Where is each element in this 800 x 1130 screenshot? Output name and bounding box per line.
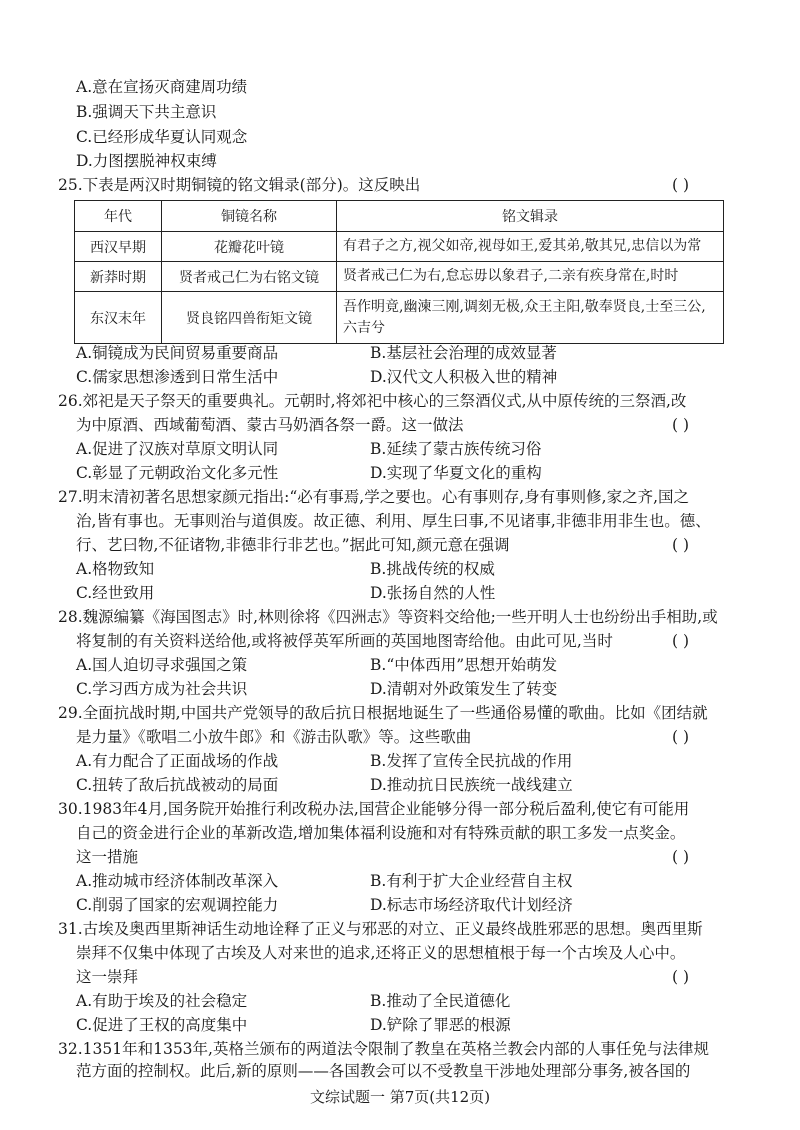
q26-stem-line: 26.郊祀是天子祭天的重要典礼。元朝时,将郊祀中核心的三祭酒仪式,从中原传统的三祭酒,改 <box>58 392 687 410</box>
q28-option-a: A.国人迫切寻求强国之策 <box>76 656 248 674</box>
table-cell: 西汉早期 <box>75 232 162 262</box>
q29-option-d: D.推动抗日民族统一战线建立 <box>370 776 573 794</box>
q31-option-a: A.有助于埃及的社会稳定 <box>76 992 248 1010</box>
q27-option-a: A.格物致知 <box>76 560 155 578</box>
q25-option-d: D.汉代文人积极入世的精神 <box>370 368 558 386</box>
q30-stem-line: 这一措施 <box>76 848 139 866</box>
table-cell: 贤者戒己仁为右铭文镜 <box>162 262 337 292</box>
q29-stem-line: 29.全面抗战时期,中国共产党领导的敌后抗日根据地诞生了一些通俗易懂的歌曲。比如《团结就 <box>58 704 708 722</box>
q29-option-a: A.有力配合了正面战场的作战 <box>76 752 279 770</box>
q27-stem-line: 27.明末清初著名思想家颜元指出:“必有事焉,学之要也。心有事则存,身有事则修,家之齐,国之 <box>58 488 690 506</box>
q25-option-b: B.基层社会治理的成效显著 <box>370 344 557 362</box>
table-cell: 有君子之方,视父如帝,视母如王,爱其弟,敬其兄,忠信以为常 <box>337 232 724 262</box>
table-header-row <box>75 201 724 232</box>
table-row <box>75 292 724 344</box>
q26-option-a: A.促进了汉族对草原文明认同 <box>76 440 279 458</box>
q28-option-b: B.“中体西用”思想开始萌发 <box>370 656 558 674</box>
q32-stem-line: 32.1351年和1353年,英格兰颁布的两道法令限制了教皇在英格兰教会内部的人事任免与法律规 <box>58 1040 709 1058</box>
q31-stem-line: 这一崇拜 <box>76 968 139 986</box>
table-row <box>75 262 724 292</box>
q25-stem: 25.下表是两汉时期铜镜的铭文辑录(部分)。这反映出 <box>58 176 421 194</box>
q31-stem-line: 崇拜不仅集中体现了古埃及人对来世的追求,还将正义的思想植根于每一个古埃及人心中。 <box>76 944 686 962</box>
q27-answer-paren: ( ) <box>672 536 690 554</box>
table-cell: 贤者戒己仁为右,怠忘毋以象君子,二亲有疾身常在,时时 <box>337 262 724 292</box>
q28-stem-line: 将复制的有关资料送给他,或将被俘英军所画的英国地图寄给他。由此可见,当时 <box>76 632 613 650</box>
q27-option-b: B.挑战传统的权威 <box>370 560 495 578</box>
q30-stem-line: 自己的资金进行企业的革新改造,增加集体福利设施和对有特殊贡献的职工多发一点奖金。 <box>76 824 686 842</box>
q27-option-d: D.张扬自然的人性 <box>370 584 496 602</box>
q31-stem-line: 31.古埃及奥西里斯神话生动地诠释了正义与邪恶的对立、正义最终战胜邪恶的思想。奥西里斯 <box>58 920 703 938</box>
table-row <box>75 232 724 262</box>
q30-option-b: B.有利于扩大企业经营自主权 <box>370 872 573 890</box>
table-cell: 花瓣花叶镜 <box>162 232 337 262</box>
q29-option-b: B.发挥了宣传全民抗战的作用 <box>370 752 573 770</box>
q31-option-c: C.促进了王权的高度集中 <box>76 1016 248 1034</box>
q31-option-d: D.铲除了罪恶的根源 <box>370 1016 511 1034</box>
q26-stem-line: 为中原酒、西域葡萄酒、蒙古马奶酒各祭一爵。这一做法 <box>76 416 464 434</box>
q27-option-c: C.经世致用 <box>76 584 155 602</box>
table-header-cell: 铭文辑录 <box>337 201 724 232</box>
q25-answer-paren: ( ) <box>672 176 690 194</box>
bronze-mirror-table <box>74 200 724 344</box>
q26-option-b: B.延续了蒙古族传统习俗 <box>370 440 542 458</box>
q24-option-d: D.力图摆脱神权束缚 <box>76 152 217 170</box>
table-cell: 东汉末年 <box>75 292 162 344</box>
q28-answer-paren: ( ) <box>672 632 690 650</box>
table-header-cell: 铜镜名称 <box>162 201 337 232</box>
q26-option-c: C.彰显了元朝政治文化多元性 <box>76 464 279 482</box>
q29-option-c: C.扭转了敌后抗战被动的局面 <box>76 776 279 794</box>
q26-answer-paren: ( ) <box>672 416 690 434</box>
q24-option-b: B.强调天下共主意识 <box>76 103 217 121</box>
q30-stem-line: 30.1983年4月,国务院开始推行利改税办法,国营企业能够分得一部分税后盈利,使它有可能用 <box>58 800 690 818</box>
q26-option-d: D.实现了华夏文化的重构 <box>370 464 542 482</box>
table-cell: 新莽时期 <box>75 262 162 292</box>
q27-stem-line: 治,皆有事也。无事则治与道俱废。故正德、利用、厚生曰事,不见诸事,非德非用非生也。德、 <box>76 512 711 530</box>
q24-option-c: C.已经形成华夏认同观念 <box>76 128 248 146</box>
q25-option-c: C.儒家思想渗透到日常生活中 <box>76 368 279 386</box>
table-cell: 吾作明竟,幽湅三刚,调刻无极,众王主阳,敬奉贤良,士至三公,六吉兮 <box>337 292 724 344</box>
q28-option-d: D.清朝对外政策发生了转变 <box>370 680 558 698</box>
q27-stem-line: 行、艺曰物,不征诸物,非德非行非艺也。”据此可知,颜元意在强调 <box>76 536 510 554</box>
q32-stem-line: 范方面的控制权。此后,新的原则——各国教会可以不受教皇干涉地处理部分事务,被各国的 <box>76 1062 691 1080</box>
q31-answer-paren: ( ) <box>672 968 690 986</box>
q29-stem-line: 是力量》《歌唱二小放牛郎》和《游击队歌》等。这些歌曲 <box>76 728 472 746</box>
table-cell: 贤良铭四兽衔矩文镜 <box>162 292 337 344</box>
table-header-cell: 年代 <box>75 201 162 232</box>
q29-answer-paren: ( ) <box>672 728 690 746</box>
q30-option-d: D.标志市场经济取代计划经济 <box>370 896 573 914</box>
q28-stem-line: 28.魏源编纂《海国图志》时,林则徐将《四洲志》等资料交给他;一些开明人士也纷纷出手相助,或 <box>58 608 718 626</box>
q30-answer-paren: ( ) <box>672 848 690 866</box>
q30-option-a: A.推动城市经济体制改革深入 <box>76 872 279 890</box>
q24-option-a: A.意在宣扬灭商建周功绩 <box>76 78 248 96</box>
q28-option-c: C.学习西方成为社会共识 <box>76 680 248 698</box>
q30-option-c: C.削弱了国家的宏观调控能力 <box>76 896 279 914</box>
q31-option-b: B.推动了全民道德化 <box>370 992 511 1010</box>
page-footer: 文综试题一 第7页(共12页) <box>309 1088 491 1106</box>
q25-option-a: A.铜镜成为民间贸易重要商品 <box>76 344 279 362</box>
